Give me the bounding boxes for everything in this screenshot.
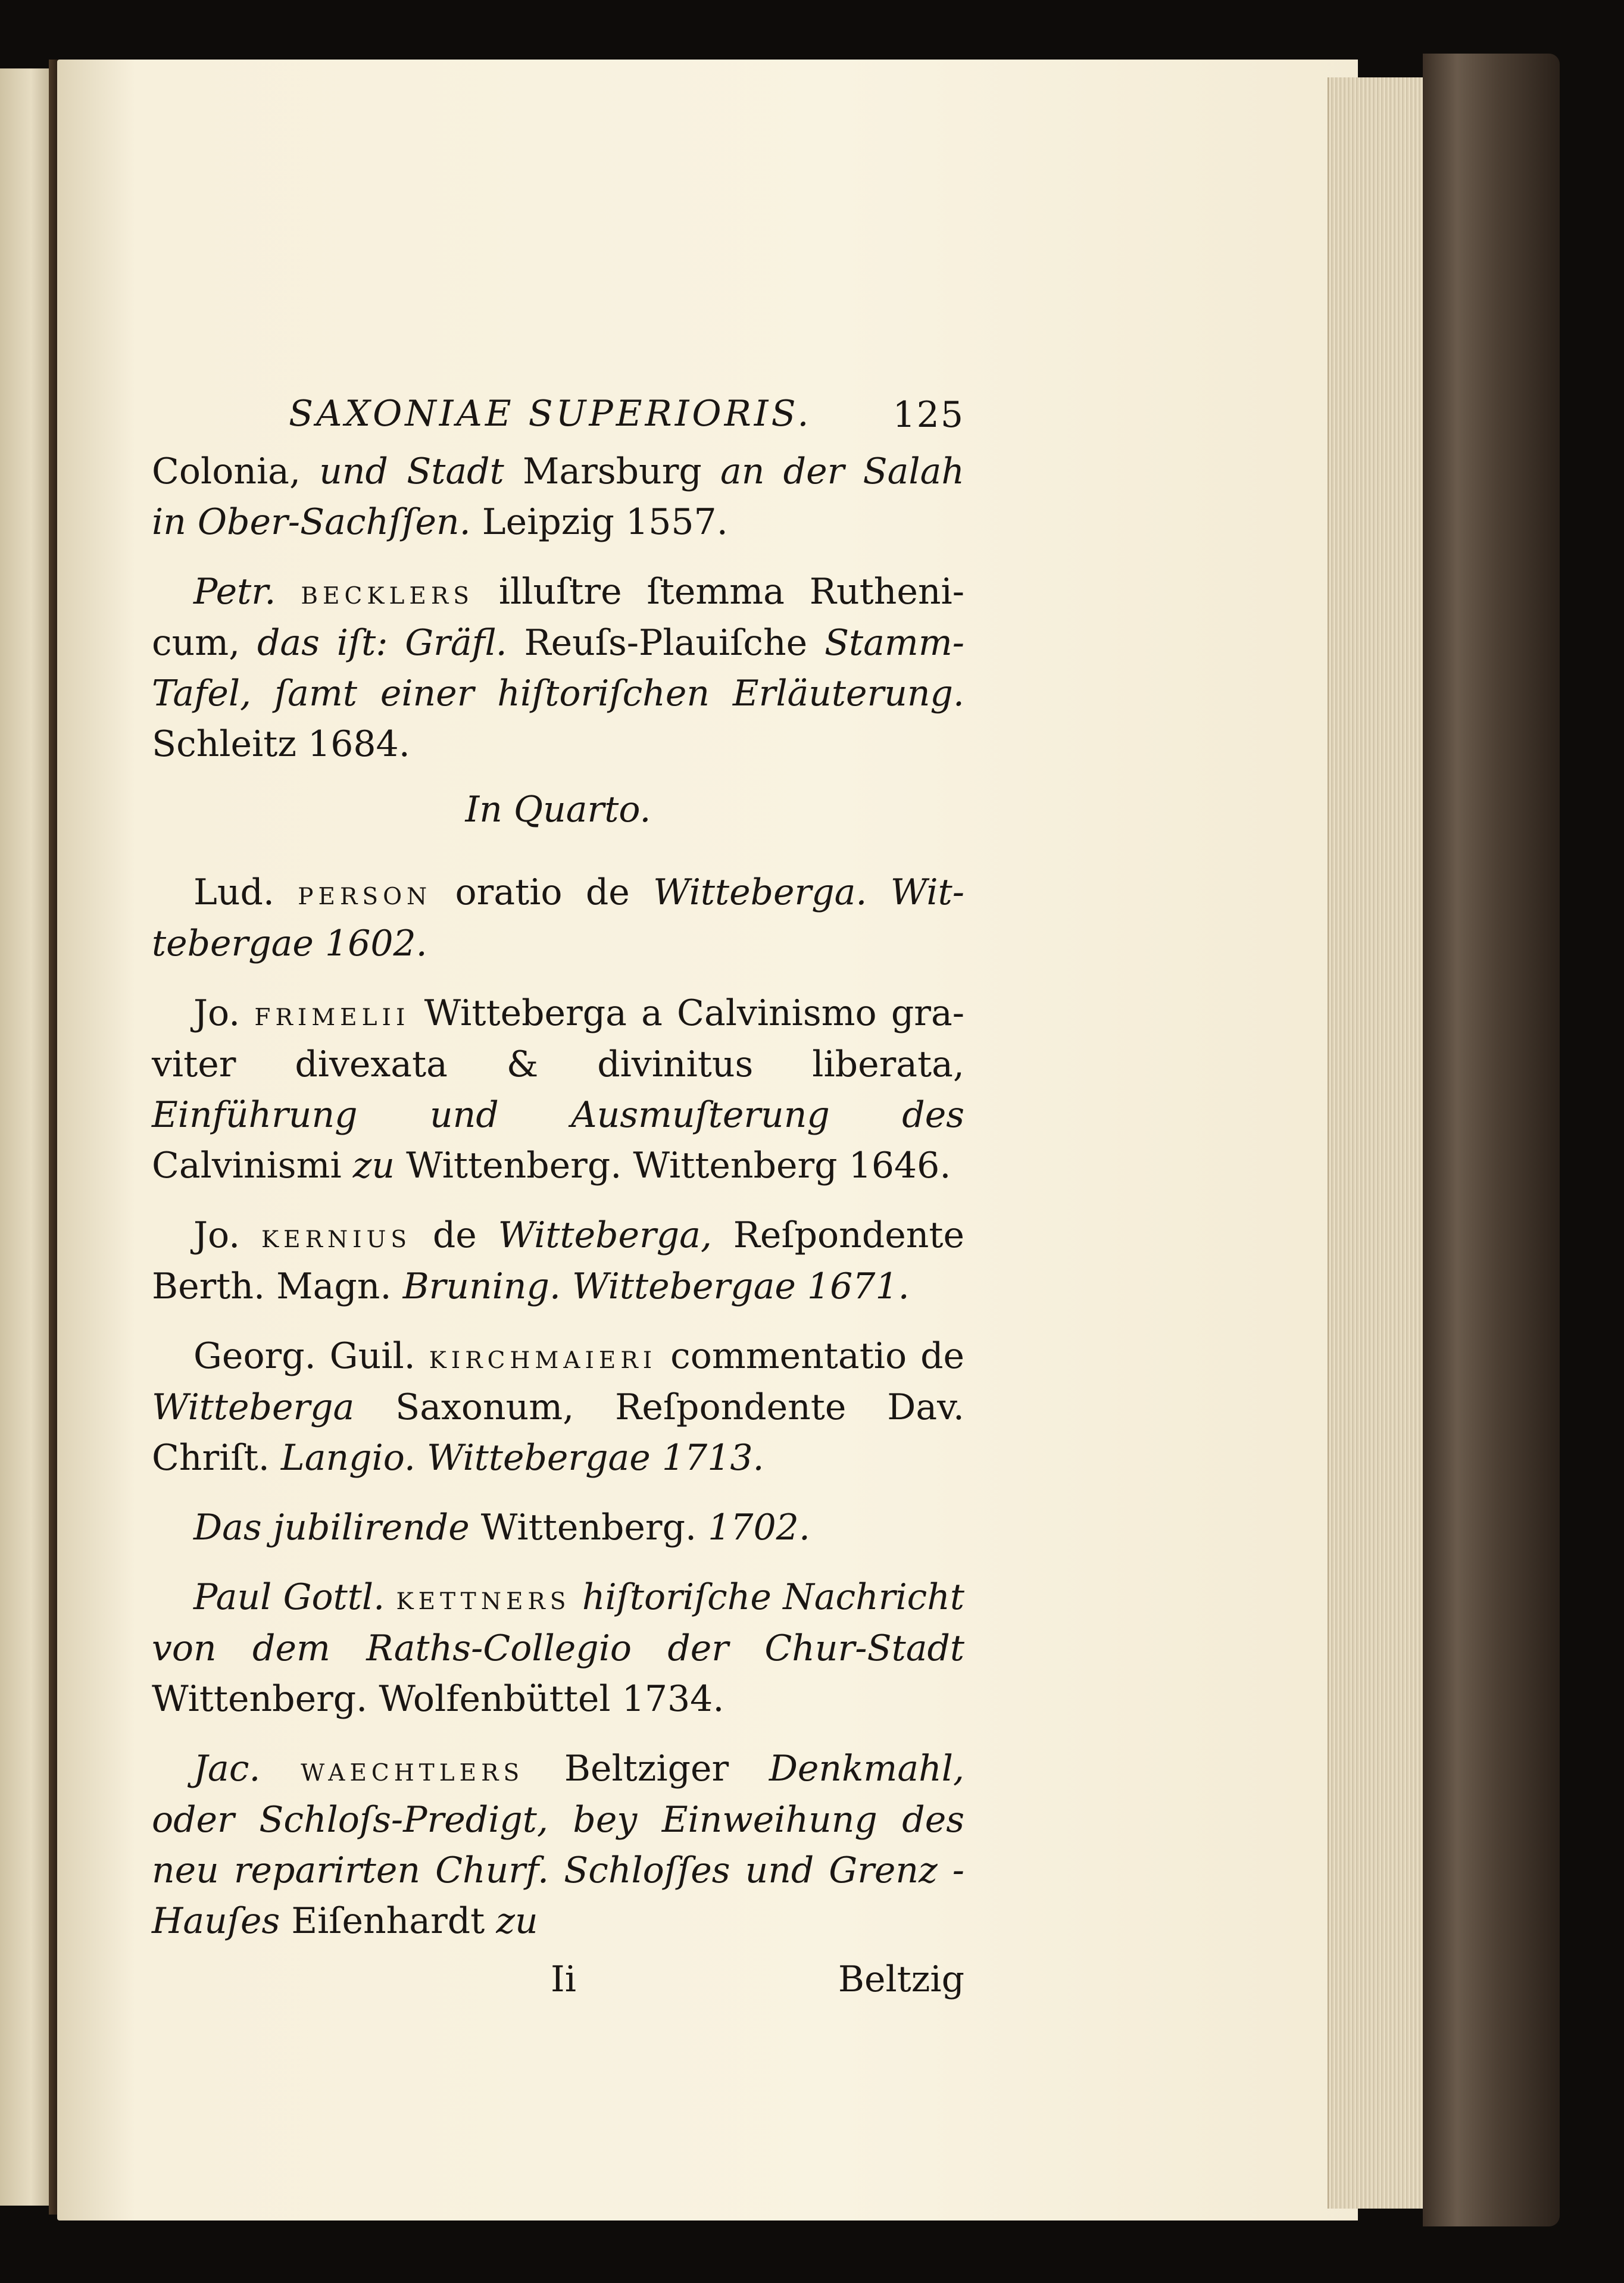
page-text — [152, 381, 964, 2012]
italic-text: Petr. — [193, 571, 276, 613]
entry-text: Jo. — [193, 1214, 261, 1256]
italic-text: 1702. — [708, 1507, 810, 1548]
section-heading: In Quarto. — [465, 789, 651, 830]
italic-text: und Stadt — [319, 451, 504, 492]
entry-text: Saxonum, Reſpondente Dav. Chriſt. — [152, 1386, 964, 1479]
author-name: person — [298, 874, 432, 913]
author-name: kettners — [396, 1579, 571, 1617]
entry-text: illuſtre ſtemma Ruthenicum, — [152, 571, 964, 664]
entry-text: Wittenberg. Wolfenbüttel 1734. — [152, 1678, 724, 1720]
entry-text — [276, 571, 301, 613]
footer-line — [152, 1959, 964, 2012]
page-edges — [1328, 77, 1424, 2209]
bib-entry — [152, 1572, 964, 1725]
bib-entry — [152, 1503, 964, 1553]
italic-text: Witteberga. Wittebergae 1602. — [152, 872, 965, 964]
entry-text: Witteberga a Calvinismo graviter divexata & divinitus liberata, — [152, 992, 964, 1085]
entry-text: Calvinismi — [152, 1145, 353, 1186]
entry-text — [261, 1748, 301, 1789]
italic-text: Stamm-Tafel, ſamt einer hiſtoriſchen Erläuterung. — [152, 622, 964, 714]
author-name: becklers — [301, 573, 474, 612]
entry-text — [571, 1576, 582, 1618]
entry-text: Reſpondente Berth. Magn. — [152, 1214, 964, 1307]
entry-text: commentatio de — [657, 1335, 964, 1377]
entry-text: oratio de — [432, 872, 654, 913]
italic-text: hiſtoriſche Nachricht von dem Raths-Collegio der Chur-Stadt — [152, 1576, 964, 1669]
bib-entry — [152, 1331, 964, 1484]
italic-text: Paul Gottl. — [193, 1576, 385, 1618]
author-name: kernius — [261, 1217, 412, 1256]
italic-text: Witteberga — [152, 1386, 355, 1428]
italic-text: zu — [496, 1900, 538, 1942]
book-cover-edge — [1423, 54, 1560, 2226]
bib-entry — [152, 446, 964, 548]
entry-text: Beltziger — [524, 1748, 769, 1789]
bib-entry — [152, 1744, 964, 1947]
italic-text: Denkmahl, oder Schloſs-Predigt, bey Einweihung des neu reparirten Churf. Schloſſes und Grenz - Hauſes — [152, 1748, 964, 1942]
bib-entry — [152, 988, 964, 1191]
italic-text: Langio. Wittebergae 1713. — [280, 1437, 764, 1479]
entry-text: Marsburg — [504, 451, 721, 492]
italic-text: das iſt: Gräfl. — [257, 622, 507, 664]
italic-text: Witteberga, — [498, 1214, 712, 1256]
catchword: Beltzig — [838, 1959, 964, 2000]
italic-text: Das jubilirende — [193, 1507, 470, 1548]
signature-mark: Ii — [551, 1959, 576, 2000]
bib-entry — [152, 867, 964, 969]
left-page-edge — [0, 68, 57, 2206]
entry-text: Colonia, — [152, 451, 320, 492]
running-head — [152, 381, 964, 446]
entry-text: Georg. Guil. — [193, 1335, 429, 1377]
author-name: frimelii — [254, 995, 410, 1033]
italic-text: Jac. — [193, 1748, 261, 1789]
entry-text: Leipzig 1557. — [470, 501, 728, 543]
italic-text: Einführung und Ausmuſterung des — [152, 1094, 964, 1136]
entry-text: Schleitz 1684. — [152, 723, 410, 765]
author-name: waechtlers — [301, 1750, 524, 1789]
entry-text: Jo. — [193, 992, 255, 1034]
entry-text: Eiſenhardt — [280, 1900, 496, 1942]
running-title: SAXONIAE SUPERIORIS. — [289, 393, 812, 435]
entry-text: Reuſs-Plauiſche — [507, 622, 825, 664]
author-name: kirchmaieri — [429, 1338, 657, 1376]
entry-text — [385, 1576, 396, 1618]
bib-entry — [152, 567, 964, 770]
italic-text: Bruning. Wittebergae 1671. — [402, 1266, 910, 1307]
italic-text: zu — [352, 1145, 395, 1186]
italic-text: an der Salah in Ober-Sachſſen. — [152, 451, 965, 543]
entry-text: Wittenberg. Wittenberg 1646. — [395, 1145, 951, 1186]
entry-text: de — [411, 1214, 498, 1256]
entry-text: Lud. — [193, 872, 298, 913]
bib-entry — [152, 1210, 964, 1312]
page-number: 125 — [892, 394, 964, 436]
entry-text: Wittenberg. — [469, 1507, 708, 1548]
